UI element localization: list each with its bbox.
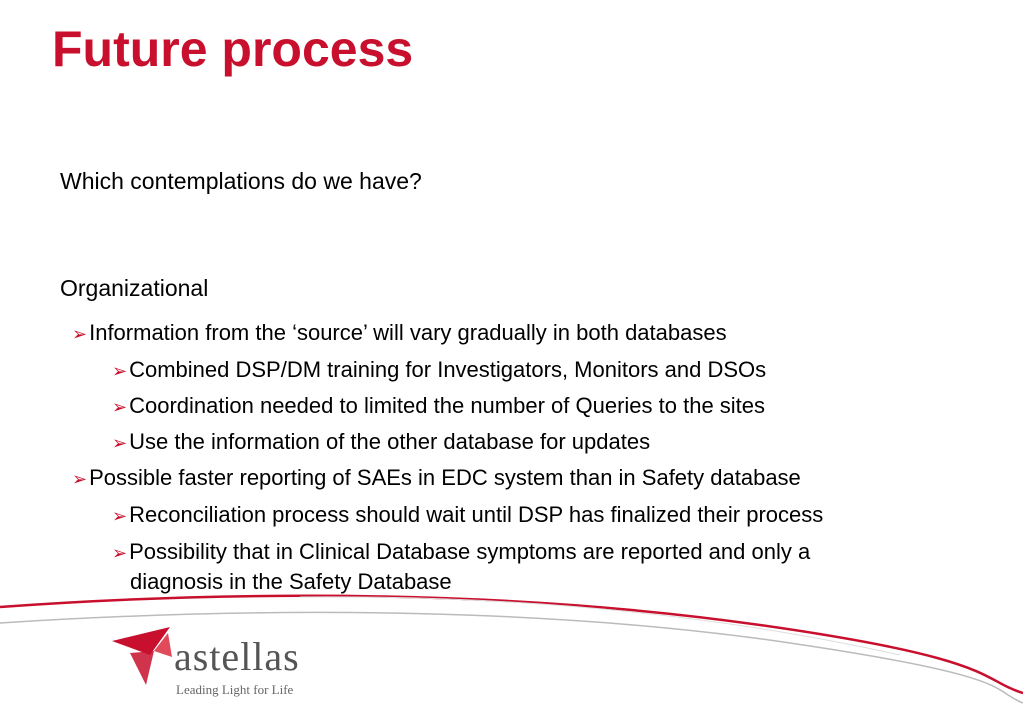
bullet-item <box>112 391 765 422</box>
bullet-item <box>72 463 801 494</box>
bullet-text: Possibility that in Clinical Database symptoms are reported and only a <box>129 539 811 564</box>
bullet-text: Use the information of the other database for updates <box>129 429 651 454</box>
bullet-item <box>112 355 766 386</box>
arrow-bullet-icon: ➢ <box>112 361 128 381</box>
bullet-item <box>112 537 810 568</box>
arrow-bullet-icon: ➢ <box>112 506 128 526</box>
section-heading: Organizational <box>60 275 209 301</box>
arrow-bullet-icon: ➢ <box>72 324 88 344</box>
bullet-text: Information from the ‘source’ will vary gradually in both databases <box>89 320 727 345</box>
bullet-text: Combined DSP/DM training for Investigators, Monitors and DSOs <box>129 357 767 382</box>
slide-title: Future process <box>52 21 414 77</box>
bullet-text: Possible faster reporting of SAEs in EDC system than in Safety database <box>89 465 801 490</box>
bullet-item <box>72 318 727 349</box>
slide-question: Which contemplations do we have? <box>60 168 422 194</box>
bullet-item <box>112 427 650 458</box>
arrow-bullet-icon: ➢ <box>112 433 128 453</box>
bullet-text: Coordination needed to limited the number of Queries to the sites <box>129 393 766 418</box>
arrow-bullet-icon: ➢ <box>72 469 88 489</box>
bullet-text: Reconciliation process should wait until DSP has finalized their process <box>129 502 824 527</box>
bullet-continuation: diagnosis in the Safety Database <box>130 569 452 594</box>
bullet-item <box>112 500 823 531</box>
astellas-logo <box>110 625 330 705</box>
arrow-bullet-icon: ➢ <box>112 397 128 417</box>
astellas-star-icon <box>110 627 180 687</box>
arrow-bullet-icon: ➢ <box>112 543 128 563</box>
logo-tagline: Leading Light for Life <box>176 682 294 697</box>
logo-wordmark: astellas <box>174 634 300 679</box>
